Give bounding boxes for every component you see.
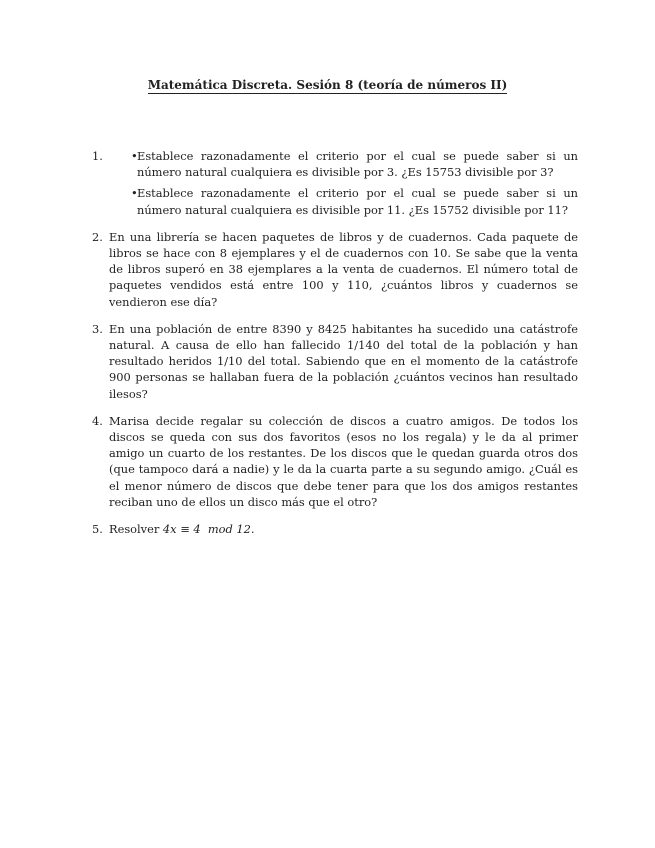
problem-text: En una librería se hacen paquetes de libros y de cuadernos. Cada paquete de libros se hace con 8 ejemplares y el de cuadernos con 10. Se sabe que la venta de libros superó en 38 ejemplares a la venta de cuadernos. El número total de paquetes vendidos está entre 100 y 110, ¿cuántos libros y cuadernos se vendieron ese día?	[109, 229, 578, 309]
list-item	[120, 148, 578, 180]
problem-list	[92, 148, 578, 548]
math-expression: 4x ≡ 4 mod 12	[162, 522, 251, 537]
bullet-icon: •	[131, 186, 138, 201]
problem-number: 2.	[92, 229, 103, 244]
problem-5	[92, 521, 578, 537]
title-text: Matemática Discreta. Sesión 8 (teoría de números II)	[147, 78, 508, 92]
problem-text: Marisa decide regalar su colección de discos a cuatro amigos. De todos los discos se queda con sus dos favoritos (esos no los regala) y le da al primer amigo un cuarto de los restantes. De los discos que le quedan guarda otros dos (que tampoco dará a nadie) y le da la cuarta parte a su segundo amigo. ¿Cuál es el menor número de discos que debe tener para que los dos amigos restantes reciban uno de ellos un disco más que el otro?	[109, 413, 578, 509]
list-item	[120, 185, 578, 217]
page-title	[0, 78, 655, 92]
problem-3	[92, 321, 578, 402]
problem-number: 4.	[92, 413, 103, 428]
bullet-text: Establece razonadamente el criterio por el cual se puede saber si un número natural cualquiera es divisible por 3. ¿Es 15753 divisible por 3?	[137, 149, 578, 180]
problem-1	[92, 148, 578, 218]
bullet-text: Establece razonadamente el criterio por el cual se puede saber si un número natural cualquiera es divisible por 11. ¿Es 15752 divisible por 11?	[137, 186, 578, 217]
problem-number: 5.	[92, 522, 103, 537]
problem-text-prefix: Resolver	[109, 522, 163, 537]
problem-number: 1.	[92, 149, 103, 163]
problem-4	[92, 413, 578, 510]
problem-text: En una población de entre 8390 y 8425 habitantes ha sucedido una catástrofe natural. A causa de ello han fallecido 1/140 del total de la población y han resultado heridos 1/10 del total. Sabiendo que en el momento de la catástrofe 900 personas se hallaban fuera de la población ¿cuántos vecinos han resultado ilesos?	[109, 321, 578, 401]
problem-number: 3.	[92, 321, 103, 336]
problem-1-bullets	[120, 148, 578, 218]
problem-text-suffix: .	[250, 522, 255, 537]
problem-text	[109, 521, 578, 537]
bullet-icon: •	[131, 149, 138, 163]
problem-2	[92, 229, 578, 310]
